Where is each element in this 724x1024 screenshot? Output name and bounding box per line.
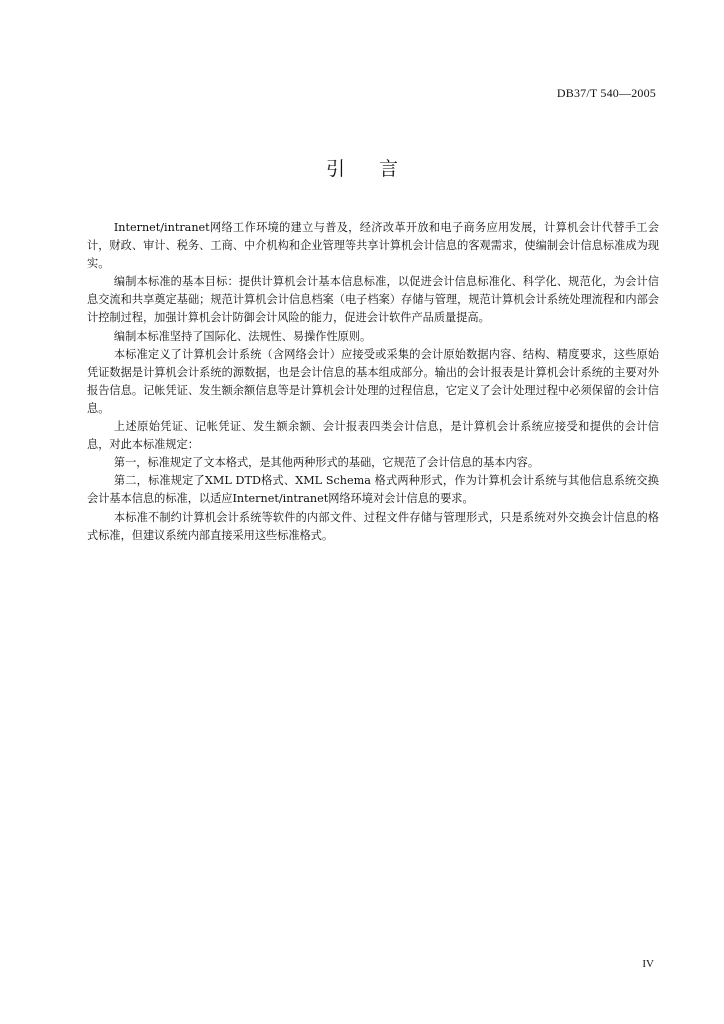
page-number: IV (642, 958, 654, 970)
paragraph: 第二，标准规定了XML DTD格式、XML Schema 格式两种形式，作为计算机会计系统与其他信息系统交换会计基本信息的标准，以适应Internet/intranet网络环境对会计信息的要求。 (87, 474, 659, 506)
standard-code: DB37/T 540—2005 (556, 86, 656, 100)
section-title-char-1: 引 (325, 158, 345, 180)
paragraph: 编制本标准坚持了国际化、法规性、易操作性原则。 (113, 329, 372, 343)
paragraph: Internet/intranet网络工作环境的建立与普及，经济改革开放和电子商务应用发展，计算机会计代替手工会计，财政、审计、税务、工商、中介机构和企业管理等共享计算机会计信息的客观需求，使编制会计信息标准成为现实。 (87, 221, 659, 271)
paragraph: 本标准定义了计算机会计系统（含网络会计）应接受或采集的会计原始数据内容、结构、精度要求，这些原始凭证数据是计算机会计系统的源数据，也是会计信息的基本组成部分。输出的会计报表是计算机会计系统的主要对外报告信息。记帐凭证、发生额余额信息等是计算机会计处理的过程信息，它定义了会计处理过程中必须保留的会计信息。 (87, 347, 659, 415)
paragraph: 第一，标准规定了文本格式，是其他两种形式的基础，它规范了会计信息的基本内容。 (113, 456, 540, 470)
introduction-body (87, 219, 659, 545)
paragraph: 上述原始凭证、记帐凭证、发生额余额、会计报表四类会计信息，是计算机会计系统应接受和提供的会计信息，对此本标准规定： (87, 420, 659, 452)
paragraph: 编制本标准的基本目标：提供计算机会计基本信息标准，以促进会计信息标准化、科学化、规范化，为会计信息交流和共享奠定基础；规范计算机会计信息档案（电子档案）存储与管理，规范计算机会计系统处理流程和内部会计控制过程，加强计算机会计防御会计风险的能力，促进会计软件产品质量提高。 (87, 275, 659, 325)
section-title (0, 154, 724, 181)
paragraph: 本标准不制约计算机会计系统等软件的内部文件、过程文件存储与管理形式，只是系统对外交换会计信息的格式标准，但建议系统内部直接采用这些标准格式。 (87, 510, 659, 542)
section-title-char-2: 言 (379, 158, 399, 180)
